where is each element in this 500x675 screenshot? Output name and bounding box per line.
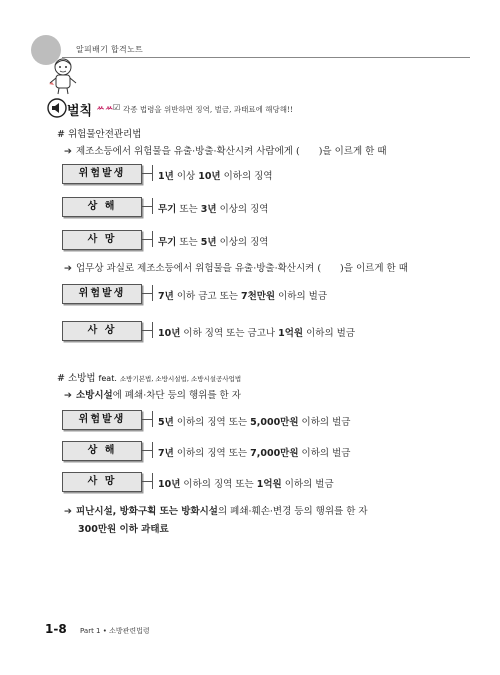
header-title: 알피배기 합격노트 [76,45,144,54]
check-icon: ☑ [113,103,121,112]
law-note: 각종 법령을 위반하면 징역, 벌금, 과태료에 해당해!! [123,105,293,114]
box-risk: 위험발생 [62,410,142,430]
section2-heading: # 소방법 feat. 소방기본법, 소방시설법, 소방시설공사업법 [57,373,242,384]
section1-line1-text: 제조소등에서 위험물을 유출·방출·확산시켜 사람에게 ( )을 이르게 한 때 [75,146,387,157]
connector [152,442,153,458]
result-text: 10년 이하의 징역 또는 1억원 이하의 벌금 [158,479,334,490]
mascot-illustration [46,56,80,96]
result-text: 무기 또는 5년 이상의 징역 [158,237,269,248]
speaker-icon [47,98,67,118]
page-number: 1-8 [45,622,67,636]
result-text: 7년 이하 금고 또는 7천만원 이하의 벌금 [158,291,328,302]
section2-line2-penalty: 300만원 이하 과태료 [78,524,169,535]
box-risk: 위험발생 [62,164,142,184]
connector [152,231,153,247]
connector [152,411,153,427]
result-text: 7년 이하의 징역 또는 7,000만원 이하의 벌금 [158,448,351,459]
connector [152,198,153,214]
section1-heading: # 위험물안전관리법 [57,129,142,140]
section2-line1: ➔ 소방시설에 폐쇄·차단 등의 행위를 한 자 [64,390,241,401]
box-risk: 위험발생 [62,284,142,304]
result-text: 1년 이상 10년 이하의 징역 [158,171,273,182]
box-injury: 상 해 [62,197,142,217]
box-death: 사 망 [62,472,142,492]
law-mark: ᄊᄊ [96,107,114,117]
header-rule [62,57,470,58]
connector [152,165,153,181]
section1-line2-text: 업무상 과실로 제조소등에서 위험물을 유출·방출·확산시켜 ( )을 이르게 한 때 [75,263,408,274]
result-text: 무기 또는 3년 이상의 징역 [158,204,269,215]
law-title: 벌칙 [67,104,93,119]
result-text: 5년 이하의 징역 또는 5,000만원 이하의 벌금 [158,417,351,428]
section2-line2: ➔ 피난시설, 방화구획 또는 방화시설의 폐쇄·훼손·변경 등의 행위를 한 자 [64,506,368,517]
box-injury: 상 해 [62,441,142,461]
section1-line1: ➔ 제조소등에서 위험물을 유출·방출·확산시켜 사람에게 ( )을 이르게 한 때 [64,146,387,157]
result-text: 10년 이하 징역 또는 금고나 1억원 이하의 벌금 [158,328,356,339]
footer-part: Part 1 • 소방관련법령 [80,627,150,635]
connector [152,285,153,301]
box-death: 사 망 [62,230,142,250]
connector [152,322,153,338]
section1-line2: ➔ 업무상 과실로 제조소등에서 위험물을 유출·방출·확산시켜 ( )을 이르게 한 때 [64,263,408,274]
box-casualty: 사 상 [62,321,142,341]
connector [152,473,153,489]
